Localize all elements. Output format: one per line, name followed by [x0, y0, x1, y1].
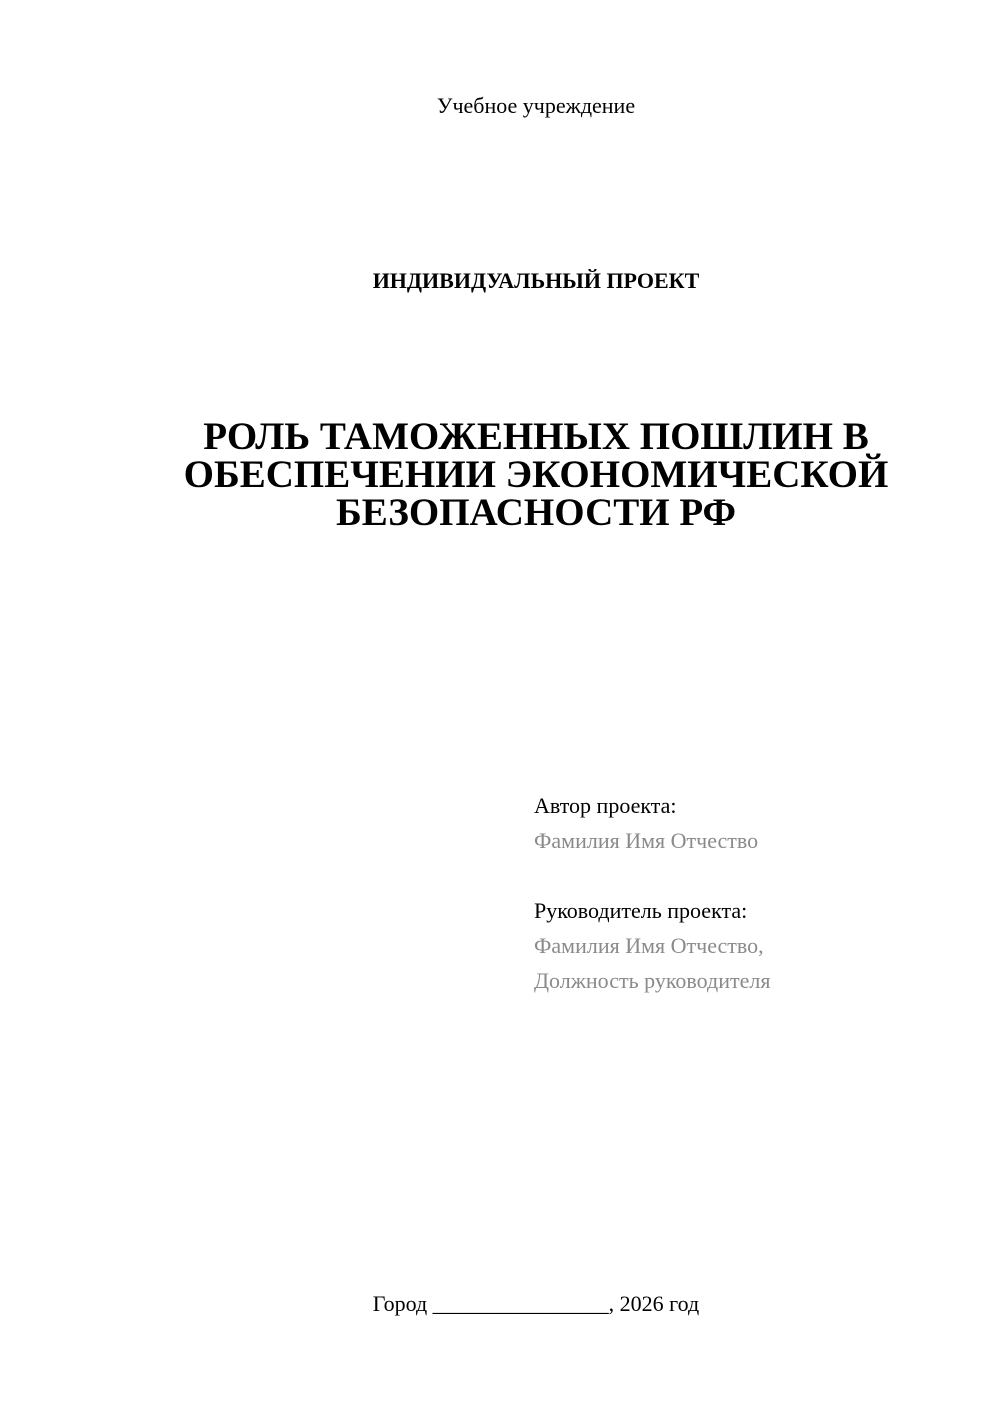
- project-title-line-1: РОЛЬ ТАМОЖЕННЫХ ПОШЛИН В: [203, 415, 869, 458]
- author-label: Автор проекта:: [534, 793, 677, 818]
- city-year-line: Город ________________, 2026 год: [372, 1291, 700, 1316]
- institution-name: Учебное учреждение: [436, 93, 636, 118]
- project-title-line-3: БЕЗОПАСНОСТИ РФ: [336, 491, 736, 534]
- supervisor-label: Руководитель проекта:: [534, 898, 748, 923]
- credits-spacer: [534, 858, 974, 893]
- author-name: Фамилия Имя Отчество: [534, 828, 759, 853]
- document-type: ИНДИВИДУАЛЬНЫЙ ПРОЕКТ: [372, 268, 700, 293]
- supervisor-name: Фамилия Имя Отчество,: [534, 933, 764, 958]
- project-title: [150, 415, 922, 534]
- supervisor-position: Должность руководителя: [534, 968, 771, 993]
- credits-block: [534, 788, 974, 998]
- project-title-line-2: ОБЕСПЕЧЕНИИ ЭКОНОМИЧЕСКОЙ: [183, 453, 889, 496]
